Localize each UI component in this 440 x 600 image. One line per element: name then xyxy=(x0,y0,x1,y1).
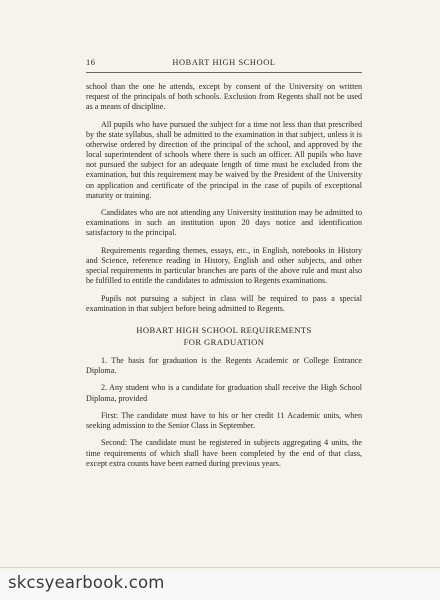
footer-divider xyxy=(0,567,440,568)
paragraph: All pupils who have pursued the subject for a time not less than that prescribed by the state syllabus, shall be admitted to the examination in that subject, unless it is otherwise ordered by direction of the principal of the school, and approved by the local superintendent of schools where there is such an officer. All pupils who have not pursued the subject for an adequate length of time must be excluded from the examination, but this requirement may be waived by the President of the University on application and certificate of the principal in the case of pupils of exceptional maturity or training. xyxy=(86,119,362,200)
paragraph: First: The candidate must have to his or her credit 11 Academic units, when seeking admission to the Senior Class in September. xyxy=(86,410,362,431)
paragraph: Candidates who are not attending any University institution may be admitted to examinations in such an institution upon 20 days notice and identification satisfactory to the principal. xyxy=(86,208,362,238)
running-title: HOBART HIGH SCHOOL xyxy=(172,58,276,67)
watermark-text: skcsyearbook.com xyxy=(8,573,165,592)
watermark-bar xyxy=(0,571,440,600)
paragraph: school than the one he attends, except by consent of the University on written request of the principals of both schools. Exclusion from Regents shall not be used as a means of discipline. xyxy=(86,82,362,112)
section-heading xyxy=(86,324,362,348)
page-number: 16 xyxy=(86,58,96,67)
paragraph: Second: The candidate must be registered in subjects aggregating 4 units, the time requirements of which shall have been completed by the end of that class, except extra counts have been earned during previous years. xyxy=(86,438,362,468)
paragraph: 1. The basis for graduation is the Regents Academic or College Entrance Diploma. xyxy=(86,355,362,376)
header-rule xyxy=(86,72,362,73)
section-heading-line-2: FOR GRADUATION xyxy=(183,336,265,347)
paragraph: Pupils not pursuing a subject in class will be required to pass a special examination in that subject before being admitted to Regents. xyxy=(86,293,362,313)
body-text xyxy=(86,82,362,476)
paragraph: Requirements regarding themes, essays, etc., in English, notebooks in History and Science, reference reading in History, English and other subjects, and other special requirements in particular branches are parts of the above rule and must also be fulfilled to entitle the candidates to admission to Regents examinations. xyxy=(86,245,362,286)
section-heading-line-1: HOBART HIGH SCHOOL REQUIREMENTS xyxy=(136,324,312,335)
running-header xyxy=(86,58,362,70)
paragraph: 2. Any student who is a candidate for graduation shall receive the High School Diploma, provided xyxy=(86,383,362,403)
